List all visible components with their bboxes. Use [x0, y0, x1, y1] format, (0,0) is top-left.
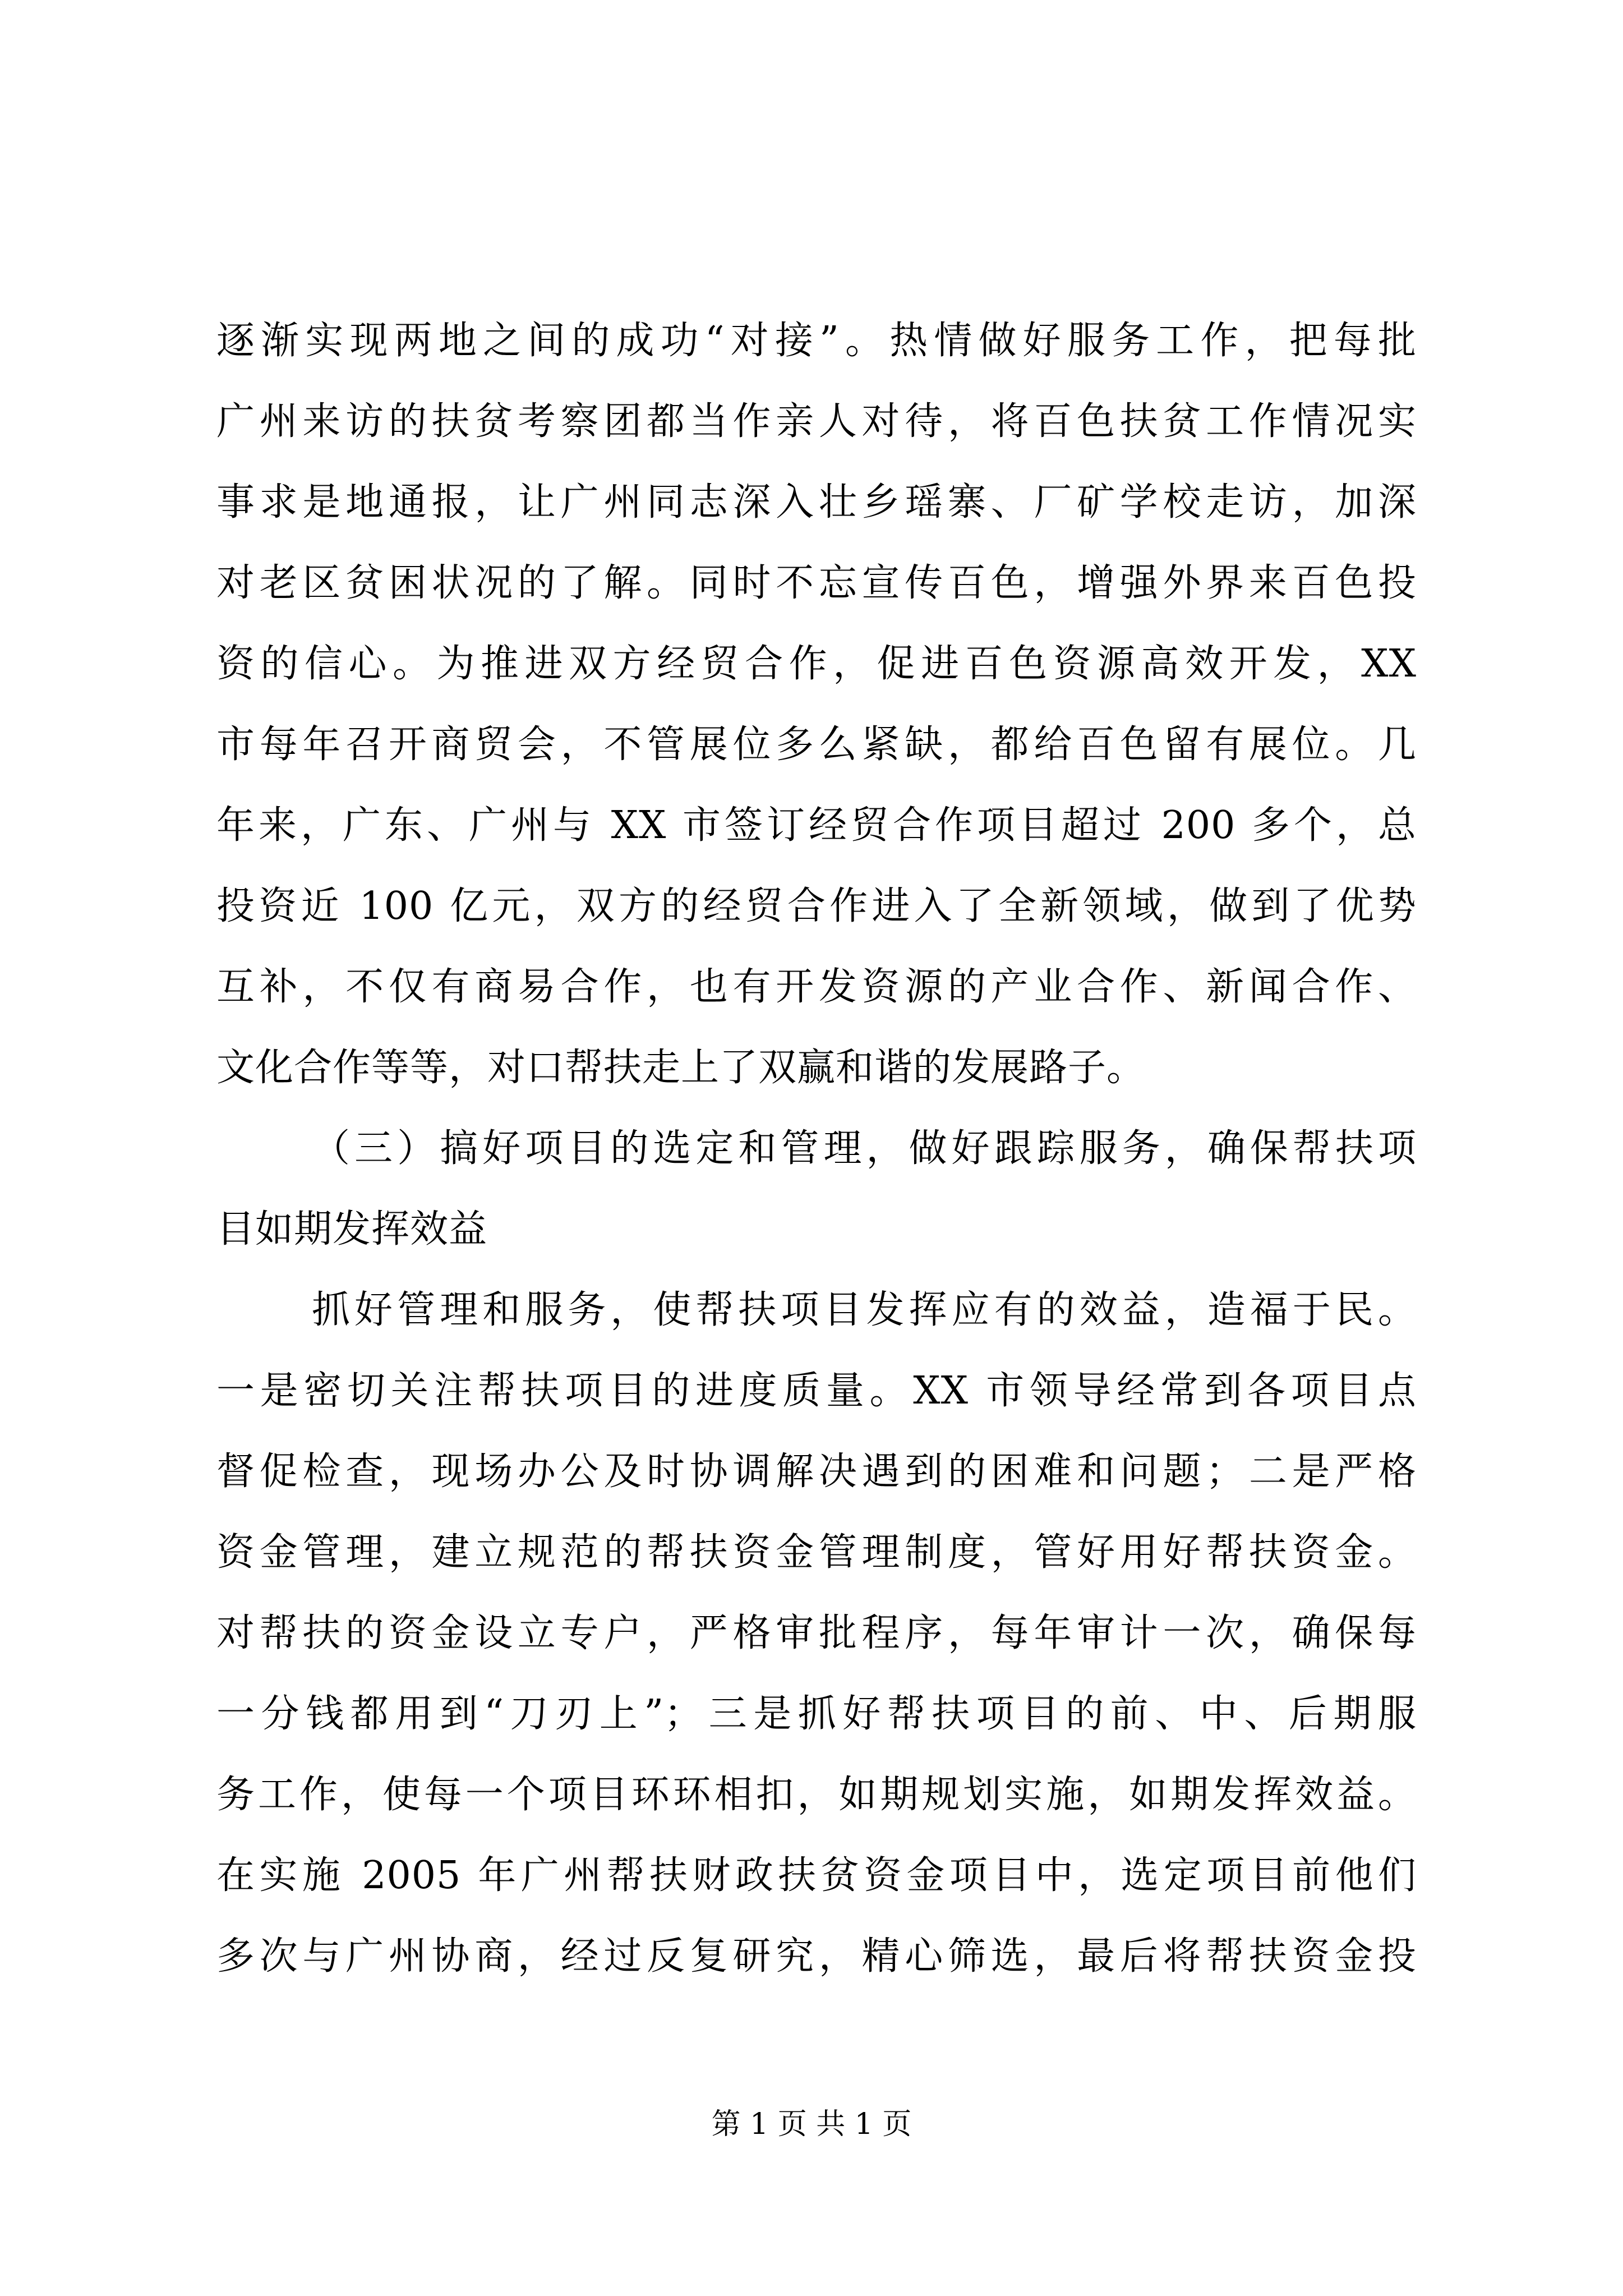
text-line: 资金管理，建立规范的帮扶资金管理制度，管好用好帮扶资金。 — [216, 1530, 1417, 1575]
text-line: 市每年召开商贸会，不管展位多么紧缺，都给百色留有展位。几 — [216, 723, 1417, 767]
page-number-label: 第 1 页 共 1 页 — [711, 2108, 912, 2141]
heading-line: （三）搞好项目的选定和管理，做好跟踪服务，确保帮扶项 — [312, 1126, 1417, 1171]
text-line: 一分钱都用到“刀刃上”；三是抓好帮扶项目的前、中、后期服 — [216, 1692, 1417, 1736]
text-line: 对帮扶的资金设立专户，严格审批程序，每年审计一次，确保每 — [216, 1611, 1417, 1655]
text-line: 文化合作等等，对口帮扶走上了双赢和谐的发展路子。 — [216, 1046, 1146, 1090]
paragraph-body — [216, 1270, 1417, 1997]
text-line: 年来，广东、广州与 XX 市签订经贸合作项目超过 200 多个，总 — [216, 803, 1417, 848]
text-line: 一是密切关注帮扶项目的进度质量。XX 市领导经常到各项目点 — [216, 1369, 1417, 1413]
text-line: 资的信心。为推进双方经贸合作，促进百色资源高效开发，XX — [216, 642, 1417, 686]
text-line: 逐渐实现两地之间的成功“对接”。热情做好服务工作，把每批 — [216, 319, 1417, 363]
heading-line: 目如期发挥效益 — [216, 1207, 488, 1251]
text-line: 投资近 100 亿元，双方的经贸合作进入了全新领域，做到了优势 — [216, 884, 1417, 928]
text-line: 事求是地通报，让广州同志深入壮乡瑶寨、厂矿学校走访，加深 — [216, 480, 1417, 524]
page-footer — [0, 2105, 1623, 2144]
section-heading — [216, 1108, 1417, 1270]
paragraph-continued — [216, 301, 1417, 1108]
text-line: 互补，不仅有商易合作，也有开发资源的产业合作、新闻合作、 — [216, 965, 1417, 1009]
text-line: 在实施 2005 年广州帮扶财政扶贫资金项目中，选定项目前他们 — [216, 1853, 1417, 1898]
text-line: 广州来访的扶贫考察团都当作亲人对待，将百色扶贫工作情况实 — [216, 399, 1417, 444]
text-line: 多次与广州协商，经过反复研究，精心筛选，最后将帮扶资金投 — [216, 1934, 1417, 1978]
text-line: 抓好管理和服务，使帮扶项目发挥应有的效益，造福于民。 — [312, 1288, 1417, 1332]
text-line: 务工作，使每一个项目环环相扣，如期规划实施，如期发挥效益。 — [216, 1773, 1417, 1817]
text-line: 督促检查，现场办公及时协调解决遇到的困难和问题；二是严格 — [216, 1450, 1417, 1494]
text-line: 对老区贫困状况的了解。同时不忘宣传百色，增强外界来百色投 — [216, 561, 1417, 605]
